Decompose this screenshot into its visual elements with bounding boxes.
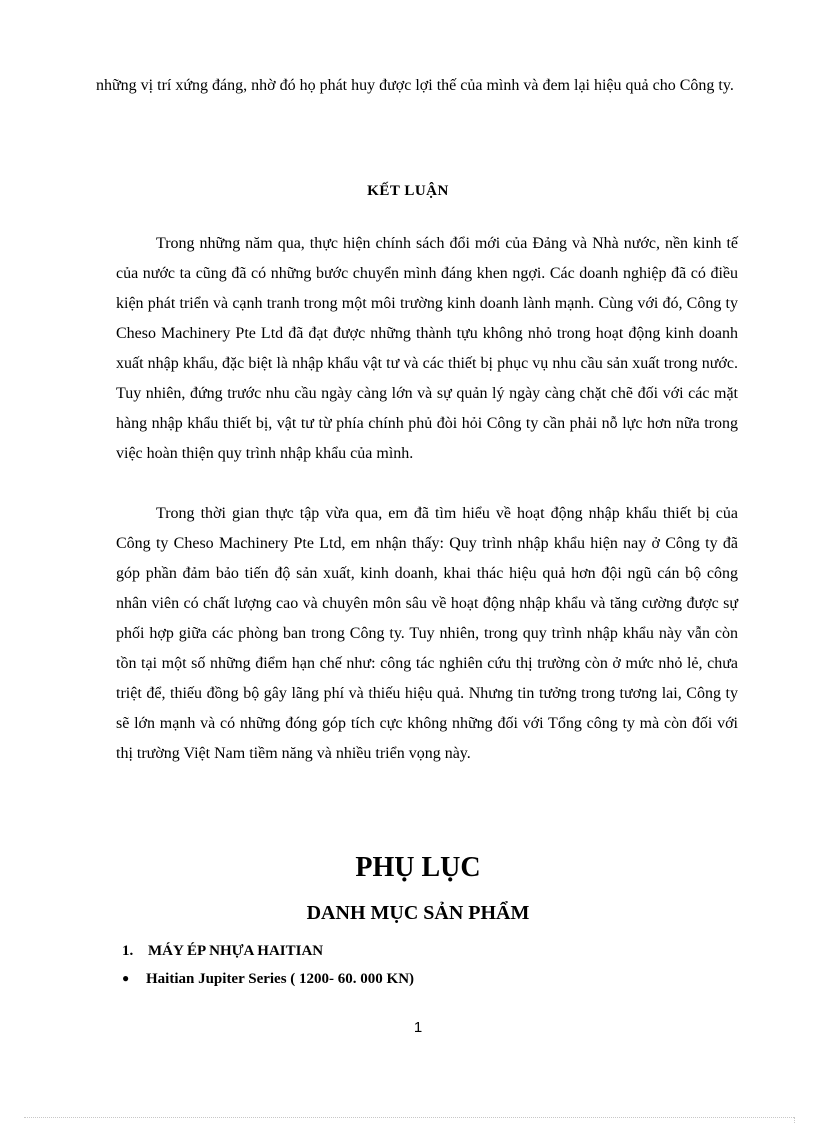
- list-item-text: MÁY ÉP NHỰA HAITIAN: [148, 943, 324, 959]
- list-number: 1.: [122, 943, 134, 959]
- appendix-heading: PHỤ LỤC: [355, 852, 481, 883]
- list-item-text: Haitian Jupiter Series ( 1200- 60. 000 KN): [146, 971, 415, 987]
- intro-paragraph: những vị trí xứng đáng, nhờ đó họ phát huy được lợi thế của mình và đem lại hiệu quả cho Công ty.: [96, 77, 734, 94]
- conclusion-heading: KẾT LUẬN: [367, 183, 449, 199]
- conclusion-paragraph-1: Trong những năm qua, thực hiện chính sách đổi mới của Đảng và Nhà nước, nền kinh tế của nước ta cũng đã có những bước chuyển mình đáng khen ngợi. Các doanh nghiệp đã có điều kiện phát triển và cạnh tranh trong một môi trường kinh doanh lành mạnh. Cùng với đó, Công ty Cheso Machinery Pte Ltd đã đạt được những thành tựu không nhỏ trong hoạt động kinh doanh xuất nhập khẩu, đặc biệt là nhập khẩu vật tư và các thiết bị phục vụ nhu cầu sản xuất trong nước. Tuy nhiên, đứng trước nhu cầu ngày càng lớn và sự quản lý ngày càng chặt chẽ đối với các mặt hàng nhập khẩu thiết bị, vật tư từ phía chính phủ đòi hỏi Công ty cần phải nỗ lực hơn nữa trong việc hoàn thiện quy trình nhập khẩu của mình.: [116, 235, 738, 462]
- numbered-list-item: [122, 940, 323, 962]
- bullet-list-item: [122, 967, 414, 990]
- conclusion-paragraph-2: Trong thời gian thực tập vừa qua, em đã tìm hiểu về hoạt động nhập khẩu thiết bị của Công ty Cheso Machinery Pte Ltd, em nhận thấy: Quy trình nhập khẩu hiện nay ở Công ty đã góp phần đảm bảo tiến độ sản xuất, kinh doanh, khai thác hiệu quả hơn đội ngũ cán bộ công nhân viên có chất lượng cao và chuyên môn sâu về hoạt động nhập khẩu và tăng cường được sự phối hợp giữa các phòng ban trong Công ty. Tuy nhiên, trong quy trình nhập khẩu này vẫn còn tồn tại một số những điểm hạn chế như: công tác nghiên cứu thị trường còn ở mức nhỏ lẻ, chưa triệt để, thiếu đồng bộ gây lãng phí và thiếu hiệu quả. Nhưng tin tưởng trong tương lai, Công ty sẽ lớn mạnh và có những đóng góp tích cực không những đối với Tổng công ty mà còn đối với thị trường Việt Nam tiềm năng và nhiều triển vọng này.: [116, 505, 738, 762]
- bullet-icon: ●: [122, 971, 130, 985]
- product-list-heading: DANH MỤC SẢN PHẨM: [306, 902, 530, 924]
- page-number: 1: [413, 1019, 423, 1036]
- page-boundary-corner: [794, 1117, 795, 1123]
- page-boundary-line: [24, 1117, 794, 1118]
